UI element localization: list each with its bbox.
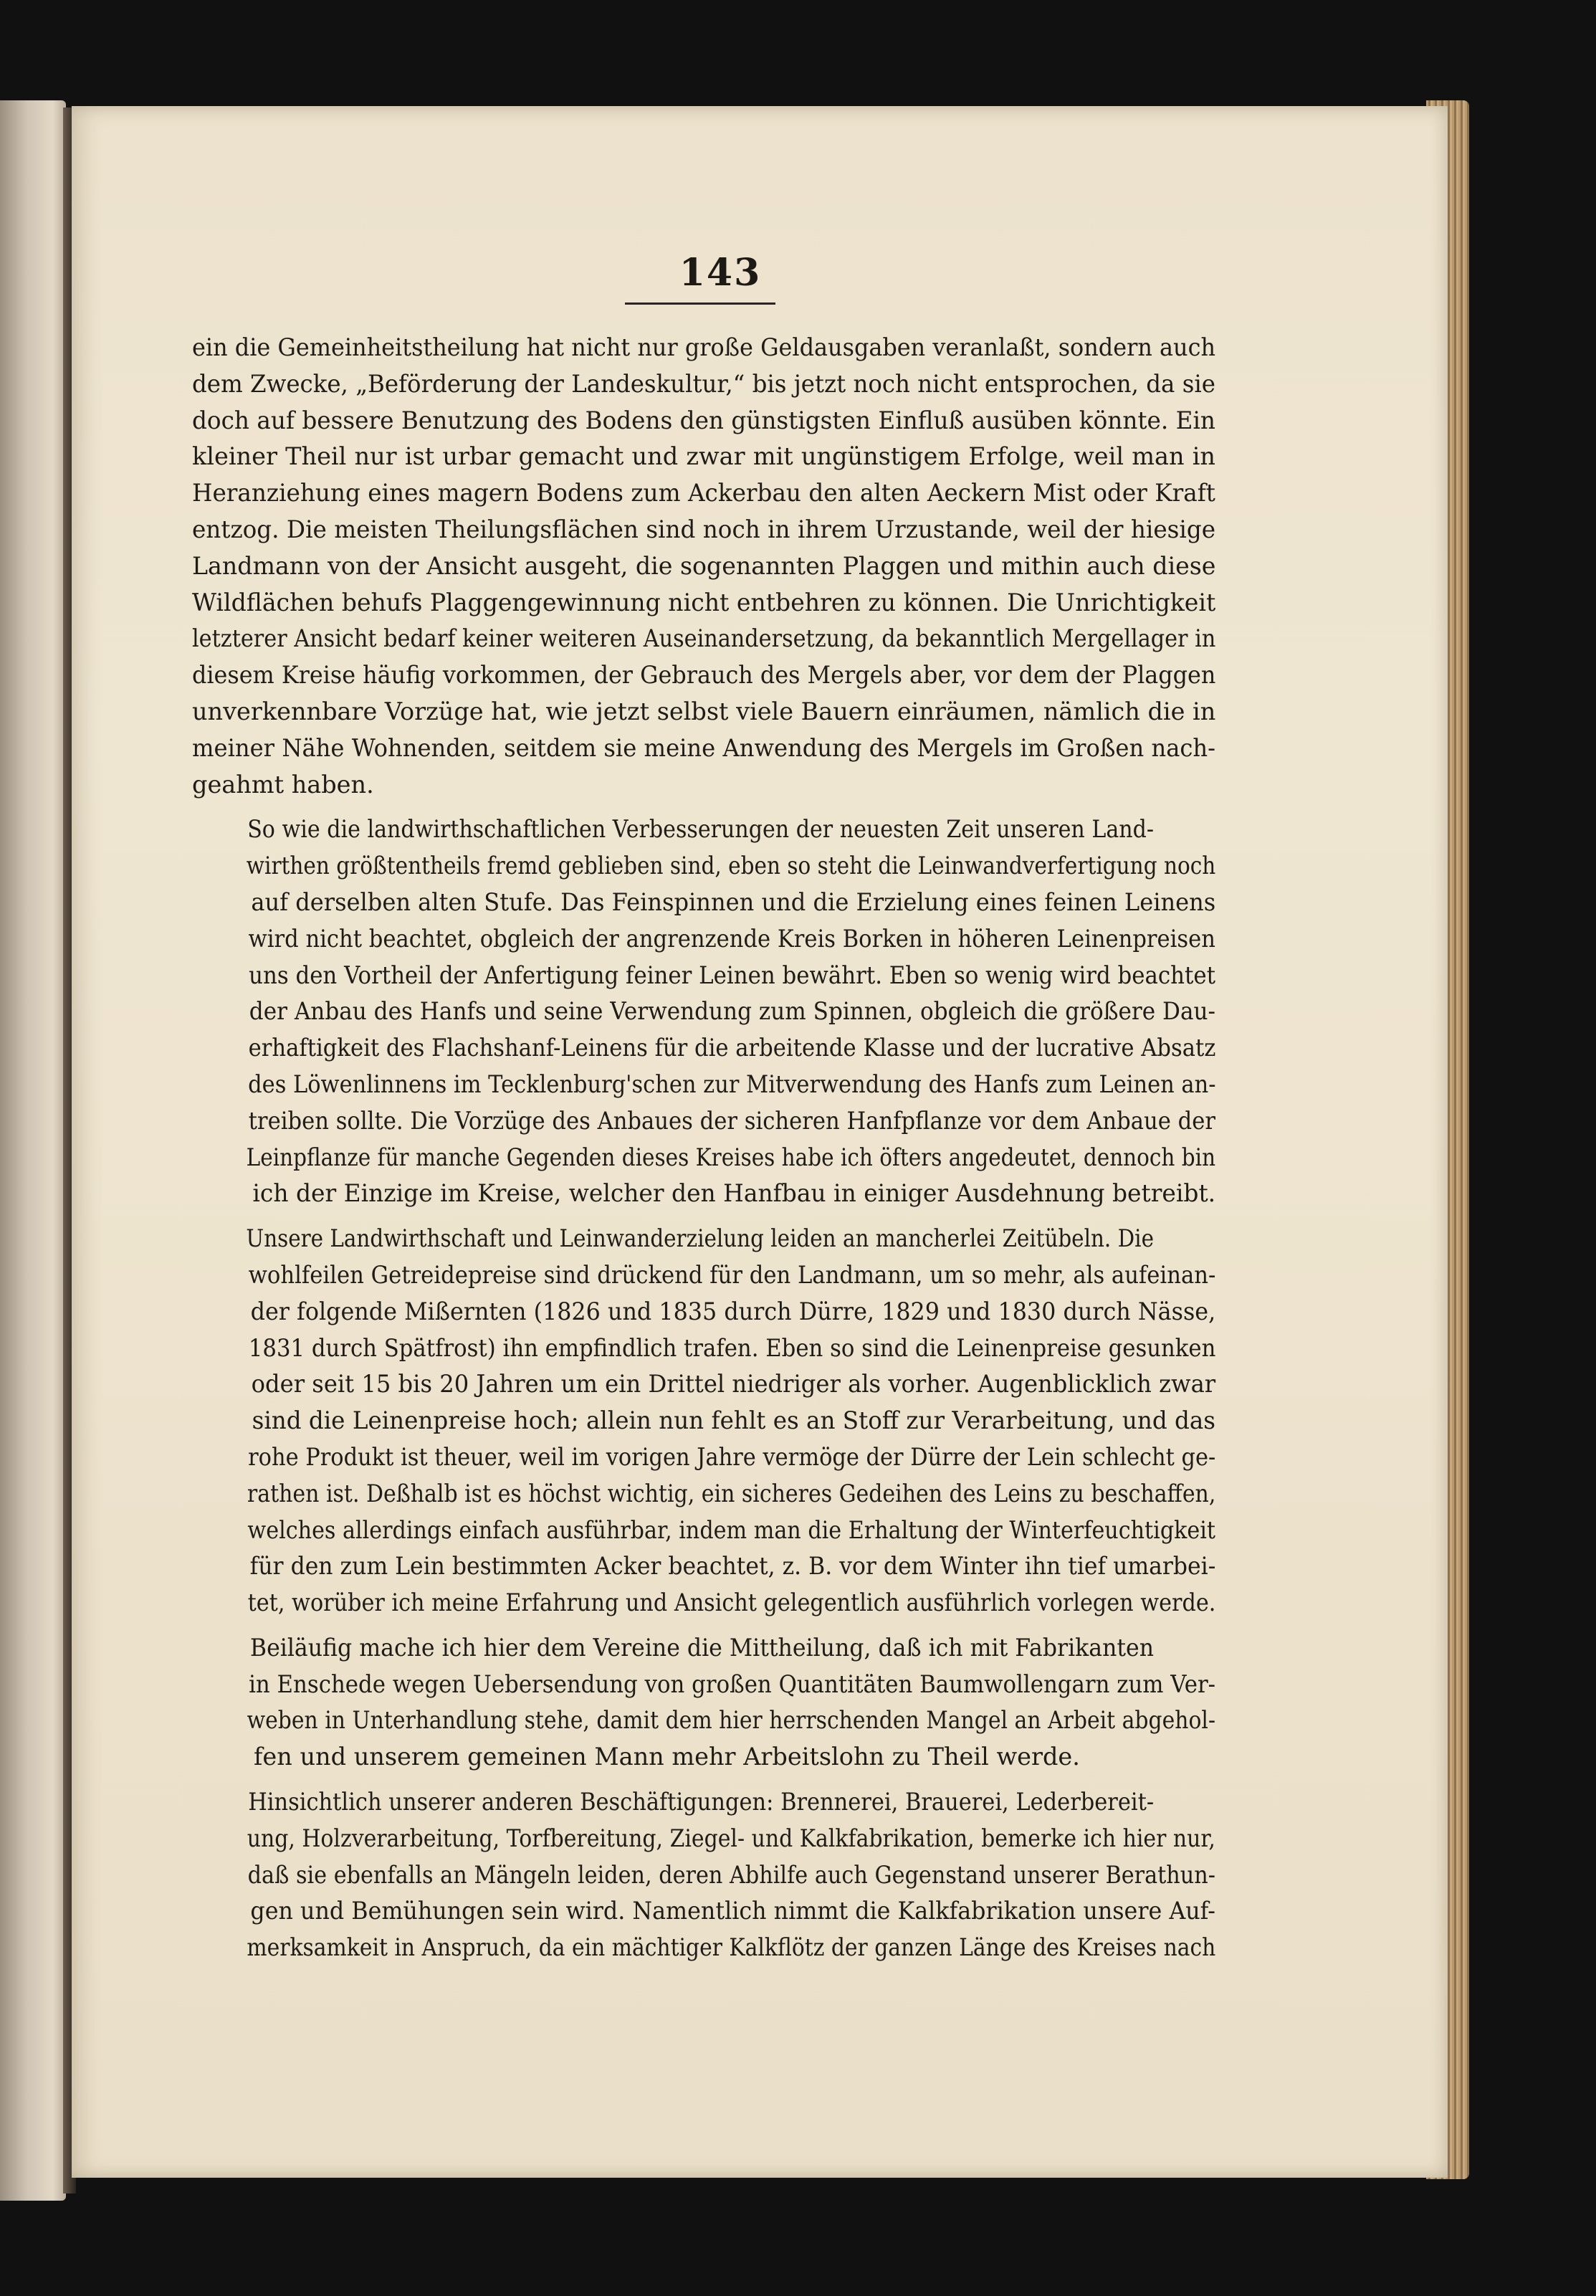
text-line: ein die Gemeinheitstheilung hat nicht nur große Geldausgaben veranlaßt, sondern auch [192, 333, 1215, 361]
text-line: treiben sollte. Die Vorzüge des Anbaues der sicheren Hanfpflanze vor dem Anbaue der [248, 1106, 1215, 1135]
text-line: tet, worüber ich meine Erfahrung und Ansicht gelegentlich ausführlich vorlegen werde. [247, 1588, 1216, 1617]
text-line: So wie die landwirthschaftlichen Verbesserungen der neuesten Zeit unseren Land- [247, 815, 1155, 844]
text-line: Landmann von der Ansicht ausgeht, die sogenannten Plaggen und mithin auch diese [192, 551, 1216, 580]
page-number: 143 [679, 251, 762, 295]
text-line: Hinsichtlich unserer anderen Beschäftigungen: Brennerei, Brauerei, Lederbereit- [248, 1788, 1155, 1816]
text-line: letzterer Ansicht bedarf keiner weiteren Auseinandersetzung, da bekanntlich Mergellager in [192, 624, 1216, 653]
text-line: ung, Holzverarbeitung, Torfbereitung, Ziegel- und Kalkfabrikation, bemerke ich hier nur, [247, 1824, 1215, 1852]
paragraph [192, 330, 1215, 803]
paragraph [192, 1630, 1215, 1776]
text-line: merksamkeit in Anspruch, da ein mächtiger Kalkflötz der ganzen Länge des Kreises nach [247, 1933, 1216, 1962]
paragraph [192, 1221, 1215, 1621]
text-line: welches allerdings einfach ausführbar, indem man die Erhaltung der Winterfeuchtigkeit [247, 1515, 1216, 1544]
paragraph [192, 811, 1215, 1212]
text-line: wird nicht beachtet, obgleich der angrenzende Kreis Borken in höheren Leinenpreisen [248, 924, 1215, 953]
text-line: weben in Unterhandlung stehe, damit dem hier herrschenden Mangel an Arbeit abgehol- [247, 1706, 1216, 1735]
text-line: doch auf bessere Benutzung des Bodens den günstigsten Einfluß ausüben könnte. Ein [192, 406, 1215, 434]
text-line: gen und Bemühungen sein wird. Namentlich nimmt die Kalkfabrikation unsere Auf- [250, 1897, 1216, 1925]
text-line: uns den Vortheil der Anfertigung feiner Leinen bewährt. Eben so wenig wird beachtet [249, 961, 1215, 989]
body-text [192, 330, 1215, 1966]
text-line: Wildflächen behufs Plaggengewinnung nicht entbehren zu können. Die Unrichtigkeit [192, 588, 1216, 616]
text-line: für den zum Lein bestimmten Acker beachtet, z. B. vor dem Winter ihn tief umarbei- [249, 1552, 1216, 1581]
text-line: entzog. Die meisten Theilungsflächen sind noch in ihrem Urzustande, weil der hiesige [192, 515, 1216, 543]
text-line: rohe Produkt ist theuer, weil im vorigen Jahre vermöge der Dürre der Lein schlecht ge- [248, 1442, 1216, 1471]
text-line: daß sie ebenfalls an Mängeln leiden, deren Abhilfe auch Gegenstand unserer Berathun- [247, 1860, 1215, 1889]
paragraph [192, 1784, 1215, 1966]
left-page-edge [0, 100, 66, 2201]
text-line: geahmt haben. [192, 770, 374, 799]
text-line: rathen ist. Deßhalb ist es höchst wichtig, ein sicheres Gedeihen des Leins zu beschaffen, [247, 1479, 1216, 1507]
text-line: oder seit 15 bis 20 Jahren um ein Drittel niedriger als vorher. Augenblicklich zwar [251, 1370, 1216, 1399]
text-line: dem Zwecke, „Beförderung der Landeskultur,“ bis jetzt noch nicht entsprochen, da sie [192, 369, 1215, 398]
text-line: in Enschede wegen Uebersendung von großen Quantitäten Baumwollengarn zum Ver- [249, 1669, 1216, 1698]
text-line: ich der Einzige im Kreise, welcher den Hanfbau in einiger Ausdehnung betreibt. [252, 1179, 1216, 1208]
text-line: meiner Nähe Wohnenden, seitdem sie meine Anwendung des Mergels im Großen nach- [192, 733, 1216, 762]
text-line: Beiläufig mache ich hier dem Vereine die Mittheilung, daß ich mit Fabrikanten [249, 1633, 1155, 1662]
text-line: diesem Kreise häufig vorkommen, der Gebrauch des Mergels aber, vor dem der Plaggen [192, 661, 1216, 690]
text-line: Heranziehung eines magern Bodens zum Ackerbau den alten Aeckern Mist oder Kraft [192, 479, 1215, 508]
text-line: der folgende Mißernten (1826 und 1835 durch Dürre, 1829 und 1830 durch Nässe, [250, 1297, 1216, 1325]
text-line: der Anbau des Hanfs und seine Verwendung zum Spinnen, obgleich die größere Dau- [249, 997, 1216, 1026]
text-line: unverkennbare Vorzüge hat, wie jetzt selbst viele Bauern einräumen, nämlich die in [192, 697, 1216, 725]
text-line: Unsere Landwirthschaft und Leinwanderzielung leiden an mancherlei Zeitübeln. Die [246, 1224, 1154, 1253]
text-line: Leinpflanze für manche Gegenden dieses Kreises habe ich öfters angedeutet, dennoch bin [246, 1143, 1216, 1171]
text-line: erhaftigkeit des Flachshanf-Leinens für die arbeitende Klasse und der lucrative Absatz [248, 1034, 1216, 1062]
text-line: sind die Leinenpreise hoch; allein nun fehlt es an Stoff zur Verarbeitung, und das [252, 1406, 1216, 1435]
text-line: wirthen größtentheils fremd geblieben sind, eben so steht die Leinwandverfertigung noch [246, 852, 1216, 880]
text-line: wohlfeilen Getreidepreise sind drückend für den Landmann, um so mehr, als aufeinan- [248, 1260, 1216, 1289]
text-line: 1831 durch Spätfrost) ihn empfindlich trafen. Eben so sind die Leinenpreise gesunken [248, 1333, 1216, 1362]
text-line: fen und unserem gemeinen Mann mehr Arbeitslohn zu Theil werde. [254, 1743, 1080, 1771]
text-line: auf derselben alten Stufe. Das Feinspinnen und die Erzielung eines feinen Leinens [251, 887, 1216, 916]
page-number-rule [625, 303, 775, 305]
text-line: des Löwenlinnens im Tecklenburg'schen zur Mitverwendung des Hanfs zum Leinen an- [248, 1070, 1216, 1098]
text-line: kleiner Theil nur ist urbar gemacht und zwar mit ungünstigem Erfolge, weil man in [192, 442, 1215, 471]
